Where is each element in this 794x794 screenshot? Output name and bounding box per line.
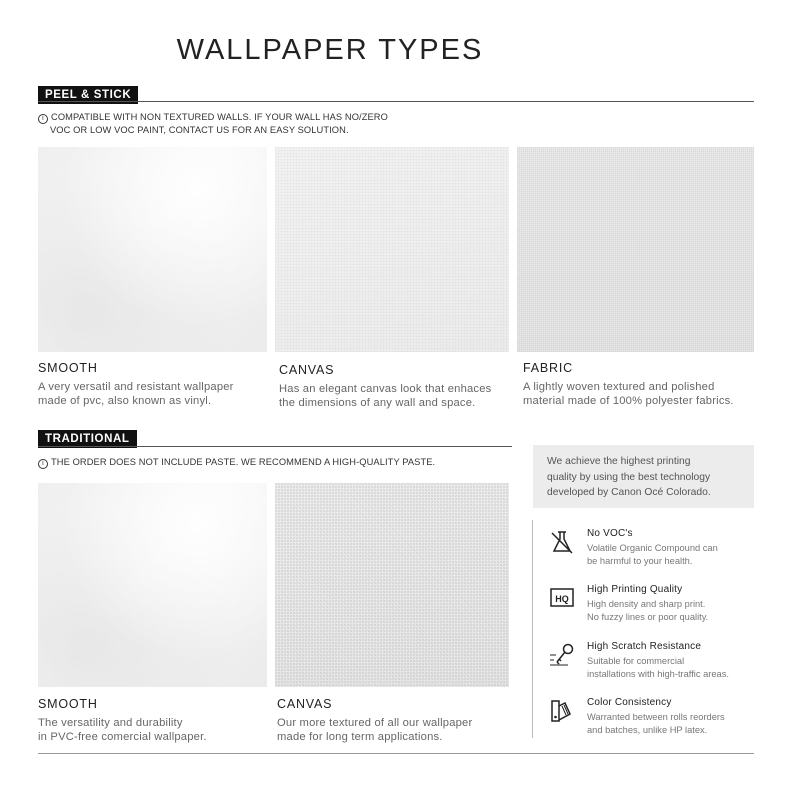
peel-stick-note [38,111,388,137]
no-voc-flask-icon [548,529,576,555]
swatch-peel-canvas [275,147,509,352]
peel-stick-note-line2: VOC OR LOW VOC PAINT, CONTACT US FOR AN EASY SOLUTION. [50,125,349,135]
feature-desc: Suitable for commercial installations with high-traffic areas. [587,656,729,679]
page-title: WALLPAPER TYPES [176,34,484,66]
swatch-traditional-canvas [275,483,509,687]
features-divider [532,520,533,738]
type-desc-line1: The versatility and durability [38,717,183,729]
feature-title: No VOC's [587,528,633,539]
key-scratch-icon [548,642,576,668]
swatch-traditional-smooth [38,483,267,687]
feature-high-scratch-resistance [548,640,754,684]
peel-smooth-caption [38,361,270,408]
traditional-divider [38,446,512,447]
type-desc-line1: A very versatil and resistant wallpaper [38,381,234,393]
feature-title: Color Consistency [587,697,672,708]
info-icon: i [38,459,48,469]
peel-stick-label: PEEL & STICK [38,86,138,104]
type-name: CANVAS [279,363,335,377]
svg-text:HQ: HQ [555,594,569,604]
type-desc-line2: in PVC-free comercial wallpaper. [38,731,207,743]
info-icon: i [38,114,48,124]
technology-promo [533,445,754,508]
peel-stick-divider [38,101,754,102]
type-desc-line2: made for long term applications. [277,731,443,743]
traditional-smooth-caption [38,697,270,744]
type-desc-line1: A lightly woven textured and polished [523,381,715,393]
feature-high-printing-quality [548,583,754,627]
promo-line3: developed by Canon Océ Colorado. [547,487,711,498]
type-name: SMOOTH [38,361,98,375]
type-name: FABRIC [523,361,573,375]
traditional-note-text: THE ORDER DOES NOT INCLUDE PASTE. WE RECOMMEND A HIGH-QUALITY PASTE. [51,457,436,467]
feature-title: High Printing Quality [587,584,683,595]
feature-desc: Volatile Organic Compound can be harmful to your health. [587,543,718,566]
type-desc-line1: Our more textured of all our wallpaper [277,717,473,729]
promo-line1: We achieve the highest printing [547,456,691,467]
type-desc-line2: made of pvc, also known as vinyl. [38,395,212,407]
feature-no-voc [548,527,754,571]
promo-line2: quality by using the best technology [547,471,711,483]
swatch-peel-fabric [517,147,754,352]
type-name: CANVAS [277,697,333,711]
feature-color-consistency [548,696,754,740]
feature-title: High Scratch Resistance [587,641,702,652]
color-swatch-icon [548,698,576,724]
traditional-canvas-caption [277,697,513,744]
hq-icon [548,585,576,611]
type-desc-line1: Has an elegant canvas look that enhaces [279,383,492,395]
peel-canvas-caption [279,363,517,410]
traditional-note [38,456,435,469]
swatch-peel-smooth [38,147,267,352]
type-desc-line2: the dimensions of any wall and space. [279,397,476,409]
feature-desc: Warranted between rolls reorders and batches, unlike HP latex. [587,712,725,735]
traditional-label: TRADITIONAL [38,430,137,448]
bottom-divider [38,753,754,754]
feature-desc: High density and sharp print. No fuzzy lines or poor quality. [587,599,709,622]
type-desc-line2: material made of 100% polyester fabrics. [523,395,734,407]
peel-fabric-caption [523,361,755,408]
peel-stick-note-line1: COMPATIBLE WITH NON TEXTURED WALLS. IF YOUR WALL HAS NO/ZERO [51,112,388,122]
type-name: SMOOTH [38,697,98,711]
